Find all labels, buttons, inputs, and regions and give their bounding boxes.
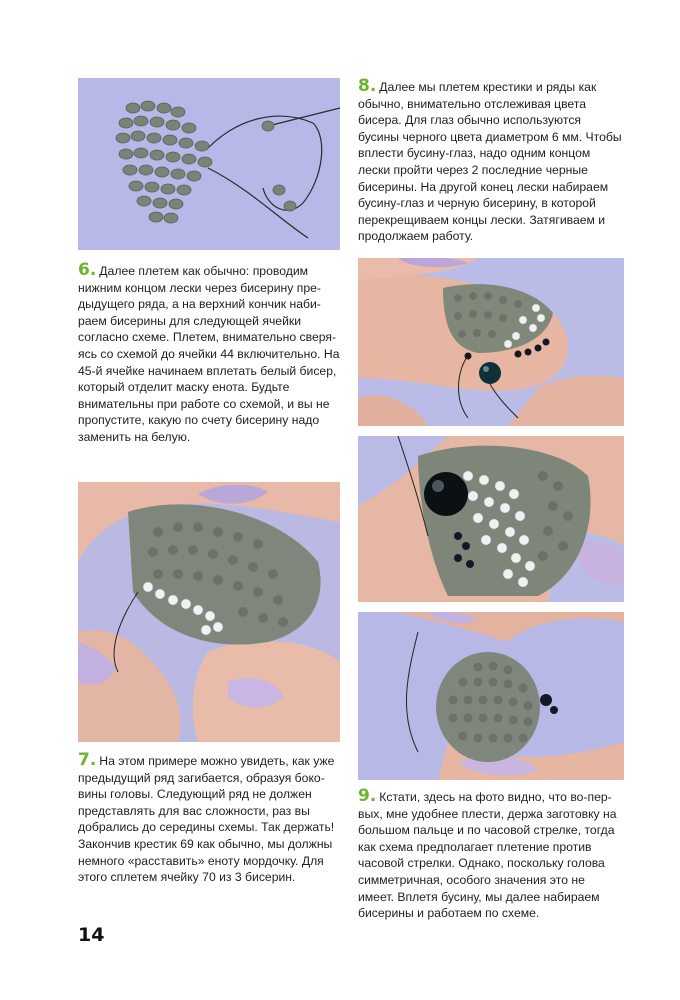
step-text: Кстати, здесь на фото видно, что во-пер- вых, мне удобнее плести, держа заготовку на большом пальце и по часовой стрелке, тогда как схема предполагает плетение против часовой стрелки. Однако, поскольку голова симметричная, особого значения это не имеет. Вплетя бусину, мы далее набираем бисерины и работаем по схеме.	[358, 790, 617, 921]
photo-eye-bead-closeup	[358, 436, 624, 602]
step-text: Далее мы плетем крестики и ряды как обычно, внимательно отслеживая цвета бисера. Для глаз обычно используются бусины черного цвета диаметром 6 мм. Чтобы вплести бусину-глаз, надо одним концом лески пройти через 2 последние черные бисерины. На другой конец лески набираем бусину-глаз и черную бисерину, в которой перекрещиваем концы лески. Затягиваем и продолжаем работу.	[358, 80, 622, 244]
step-number: 7.	[78, 750, 97, 770]
photo-hands-weaving-side	[78, 482, 340, 742]
page-number: 14	[78, 924, 105, 946]
step-8	[358, 78, 624, 245]
step-text: Далее плетем как обычно: проводим нижним концом лески через бисерину пре- дыдущего ряда, а на верхний кончик наби- раем бисерины для следующей ячейки согласно схеме. Плетем, внимательно сверя- ясь со схемой до ячейки 44 включительно. На 45-й ячейке начинаем вплетать белый бисер, который отделит маску енота. Будьте внимательны при работе со схемой, и вы не пропустите, какую по счету бисерину надо заменить на белую.	[78, 264, 340, 444]
step-number: 8.	[358, 76, 377, 96]
photo-eye-bead-threading	[358, 258, 624, 426]
step-9	[358, 788, 624, 922]
step-number: 6.	[78, 260, 97, 280]
step-text: На этом примере можно увидеть, как уже предыдущий ряд загибается, образуя боко- вины головы. Следующий ряд не должен представлять для вас сложности, раз вы добрались до середины схемы. Так держать! Закончив крестик 69 как обычно, мы должны немного «расставить» еноту мордочку. Для этого сплетем ячейку 70 из 3 бисерин.	[78, 754, 335, 885]
photo-head-on-thumb	[358, 612, 624, 780]
step-7	[78, 752, 346, 886]
step-number: 9.	[358, 786, 377, 806]
photo-beadwork-start	[78, 78, 340, 250]
step-6	[78, 262, 346, 446]
